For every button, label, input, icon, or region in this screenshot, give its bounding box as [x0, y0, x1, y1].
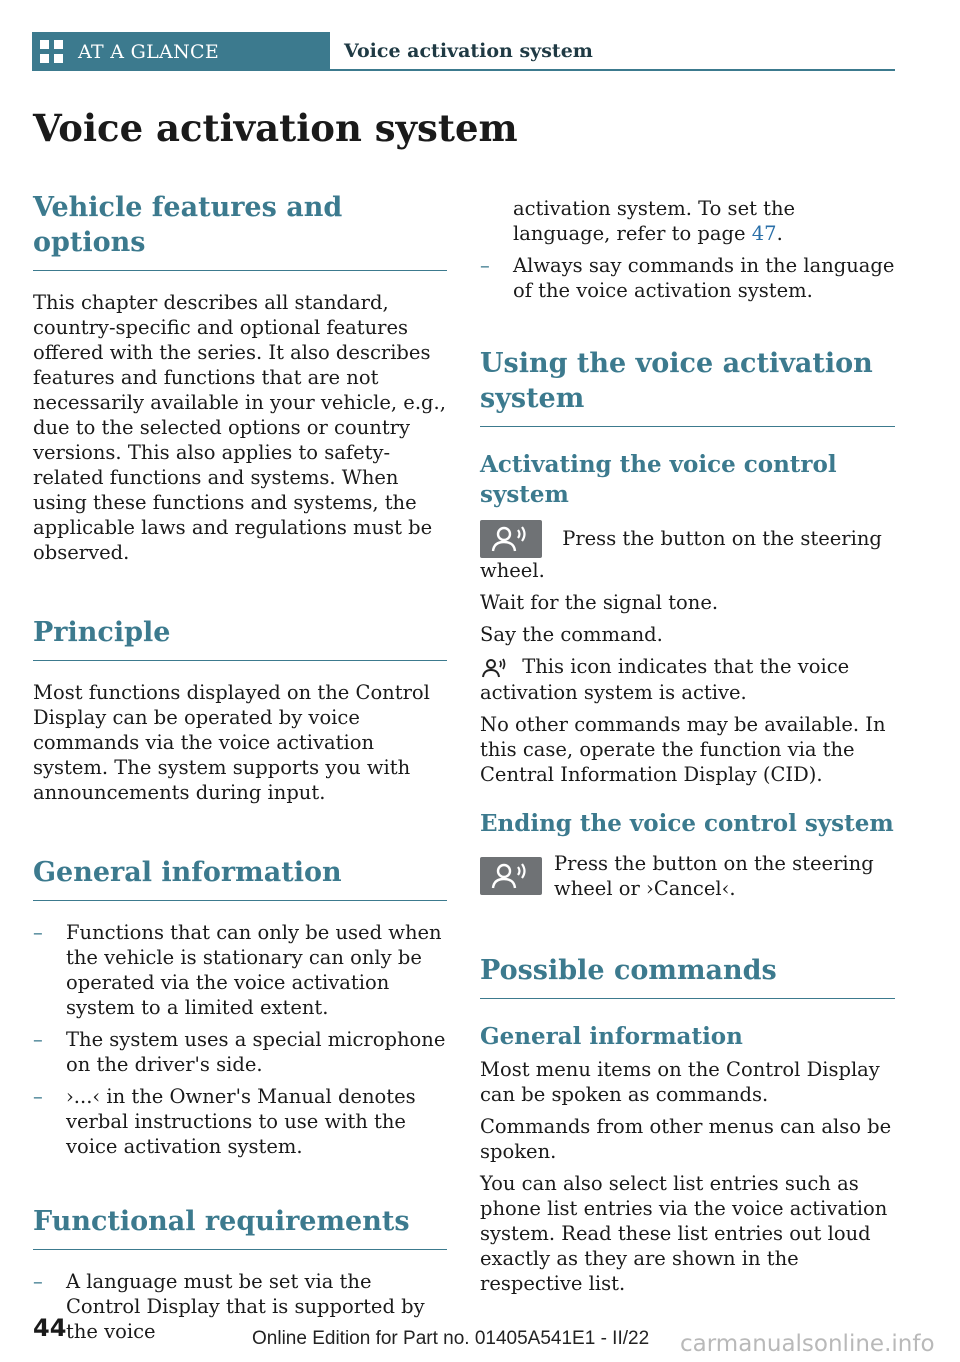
no-other-commands-text: No other commands may be available. In this case, operate the function via the Central Information Display (CID). — [480, 712, 886, 786]
chapter-label: Voice activation system — [344, 39, 593, 62]
commands-text-2: Commands from other menus can also be spoken. — [480, 1114, 892, 1163]
commands-text-3: You can also select list entries such as phone list entries via the voice activation system. Read these list entries out loud exactly as they are shown in the respective list. — [480, 1171, 888, 1295]
chapter-header — [330, 32, 895, 71]
grid-icon — [40, 40, 64, 64]
left-column — [33, 190, 447, 1344]
section-label: AT A GLANCE — [78, 40, 220, 63]
general-information-list — [33, 920, 447, 1159]
requirements-list-continued — [480, 196, 895, 303]
right-column — [480, 196, 895, 1296]
ending-block — [480, 851, 895, 901]
heading-possible-commands: Possible commands — [480, 953, 895, 999]
list-item: – ›...‹ in the Owner's Manual denotes verbal instructions to use with the voice activation system. — [33, 1085, 416, 1158]
principle-text: Most functions displayed on the Control Display can be operated by voice commands via the voice activation system. The system supports you with announcements during input. — [33, 681, 430, 804]
voice-button-icon — [480, 857, 542, 895]
voice-button-icon — [480, 520, 542, 558]
vehicle-features-text: This chapter describes all standard, country-specific and optional features offered with the series. It also describes features and functions that are not necessarily available in your vehicle, e.g., due to the selected options or country versions. This also applies to safety-related functions and systems. When using these functions and systems, the applicable laws and regulations must be observed. — [33, 291, 446, 564]
ending-press-text: Press the button on the steering wheel or ›Cancel‹. — [554, 851, 874, 900]
say-text: Say the command. — [480, 623, 663, 646]
wait-text: Wait for the signal tone. — [480, 591, 719, 614]
heading-using-voice-activation: Using the voice activation system — [480, 346, 895, 427]
page-header — [32, 32, 895, 71]
page-reference-link[interactable]: 47 — [751, 222, 777, 245]
page-number: 44 — [33, 1314, 67, 1342]
heading-functional-requirements: Functional requirements — [33, 1204, 447, 1250]
press-button-text: Press the button on the steering wheel. — [480, 520, 895, 583]
watermark: carmanualsonline.info — [680, 1331, 935, 1357]
icon-description-text: This icon indicates that the voice activation system is active. — [480, 655, 850, 704]
activating-block — [480, 520, 895, 787]
heading-ending: Ending the voice control system — [480, 809, 894, 837]
list-item: activation system. To set the language, refer to page 47. — [513, 197, 796, 245]
list-item: – Functions that can only be used when the vehicle is stationary can only be operated via the voice activation system to a limited extent. — [33, 921, 442, 1019]
heading-principle: Principle — [33, 615, 447, 661]
heading-vehicle-features: Vehicle features and options — [33, 190, 447, 271]
page-title: Voice activation system — [33, 106, 518, 150]
list-item: – A language must be set via the Control Display that is supported by the voice — [33, 1270, 425, 1343]
commands-text-1: Most menu items on the Control Display can be spoken as commands. — [480, 1057, 880, 1106]
section-tab — [32, 32, 330, 71]
edition-note: Online Edition for Part no. 01405A541E1 - II/22 — [252, 1328, 650, 1349]
heading-general-information: General information — [33, 855, 447, 901]
heading-general-information-commands: General information — [480, 1022, 743, 1050]
list-item: – The system uses a special microphone on the driver's side. — [33, 1028, 446, 1076]
list-item: – Always say commands in the language of the voice activation system. — [480, 254, 895, 302]
heading-activating: Activating the voice control system — [480, 451, 837, 508]
voice-active-icon — [480, 656, 508, 680]
